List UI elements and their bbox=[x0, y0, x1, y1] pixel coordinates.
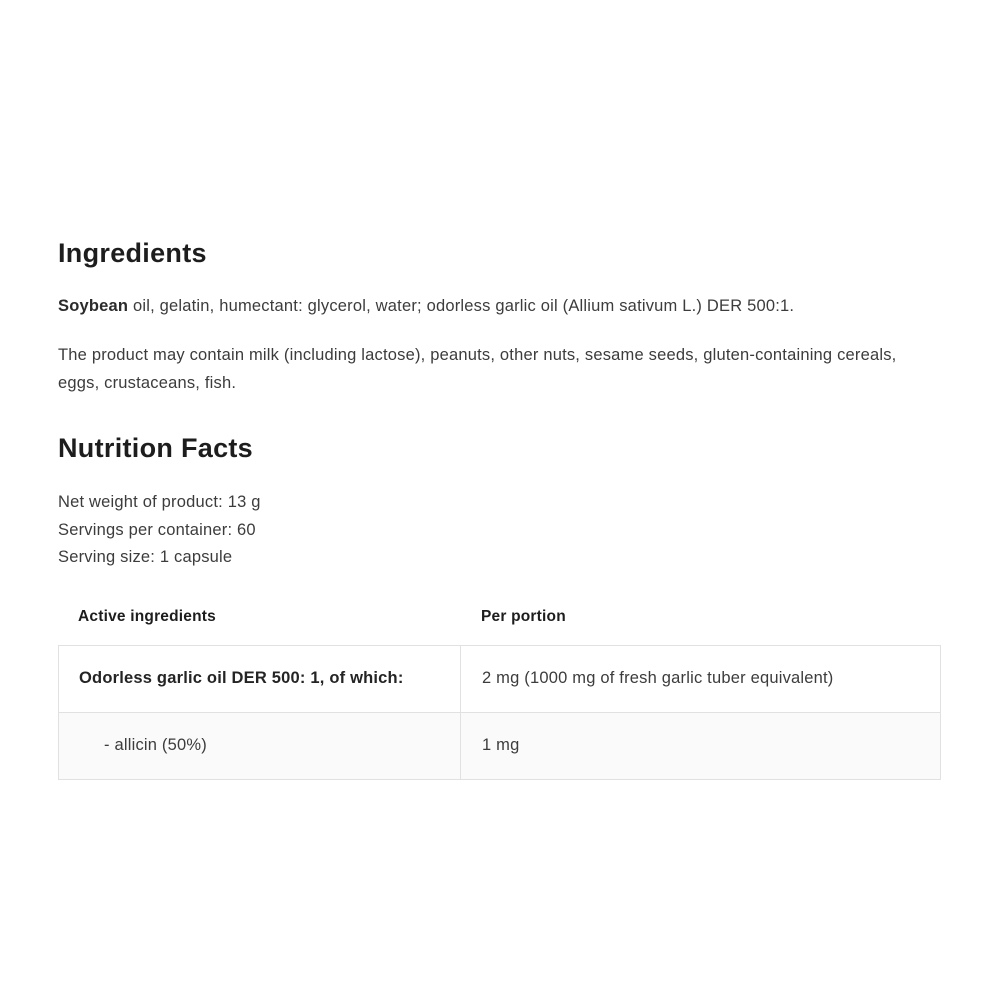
serving-info-block bbox=[58, 489, 941, 572]
composition-paragraph bbox=[58, 292, 941, 320]
table-row bbox=[59, 713, 940, 779]
column-header-active-ingredients: Active ingredients bbox=[78, 607, 216, 625]
product-details-section bbox=[58, 0, 941, 780]
allergen-paragraph: The product may contain milk (including lactose), peanuts, other nuts, sesame seeds, gluten-containing cereals, eggs, crustaceans, fish. bbox=[58, 346, 897, 392]
servings-per-container-line: Servings per container: 60 bbox=[58, 520, 256, 539]
nutrition-facts-heading: Nutrition Facts bbox=[58, 433, 254, 463]
nutrition-table bbox=[58, 645, 941, 780]
column-header-per-portion: Per portion bbox=[481, 607, 566, 625]
per-portion-value-cell: 2 mg (1000 mg of fresh garlic tuber equivalent) bbox=[482, 669, 834, 687]
ingredient-name-cell: - allicin (50%) bbox=[59, 713, 461, 779]
ingredient-name-cell: Odorless garlic oil DER 500: 1, of which: bbox=[59, 646, 461, 712]
net-weight-line: Net weight of product: 13 g bbox=[58, 493, 261, 511]
table-row bbox=[59, 646, 940, 713]
ingredients-heading: Ingredients bbox=[58, 238, 207, 268]
composition-lead-word: Soybean bbox=[58, 297, 129, 315]
nutrition-table-header bbox=[58, 608, 941, 626]
per-portion-value-cell: 1 mg bbox=[482, 736, 520, 754]
serving-size-line: Serving size: 1 capsule bbox=[58, 548, 233, 566]
composition-text: oil, gelatin, humectant: glycerol, water; odorless garlic oil (Allium sativum L.) DER 500:1. bbox=[128, 297, 795, 315]
